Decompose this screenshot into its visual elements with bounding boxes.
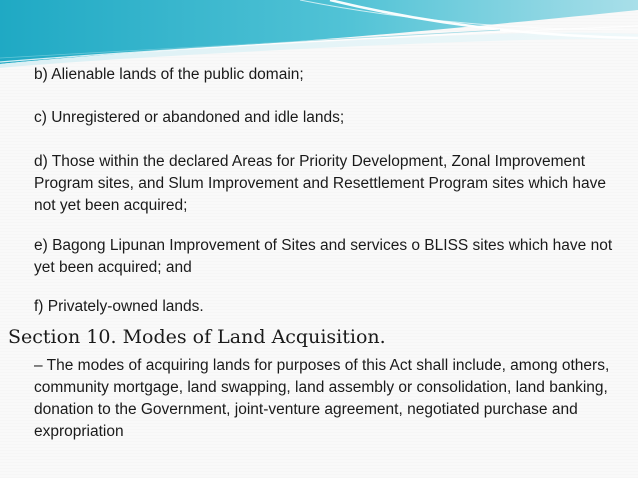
list-item-priority-development-areas: d) Those within the declared Areas for Priority Development, Zonal Improvement Program sites, and Slum Improvement and Resettlement Program sites which have not yet been acquired;	[34, 153, 607, 214]
list-item-alienable-lands: b) Alienable lands of the public domain;	[34, 66, 304, 83]
section-body: – The modes of acquiring lands for purposes of this Act shall include, among others, community mortgage, land swapping, land assembly or consolidation, land banking, donation to the Government, joint-venture agreement, negotiated purchase and expropriation	[34, 357, 610, 440]
list-item-unregistered-lands: c) Unregistered or abandoned and idle lands;	[34, 109, 345, 126]
list-item-bliss-sites: e) Bagong Lipunan Improvement of Sites and services o BLISS sites which have not yet been acquired; and	[34, 237, 613, 276]
section-heading: Section 10. Modes of Land Acquisition.	[8, 326, 386, 348]
header-swoosh-decoration	[0, 0, 638, 70]
list-item-privately-owned-lands: f) Privately-owned lands.	[34, 298, 204, 315]
